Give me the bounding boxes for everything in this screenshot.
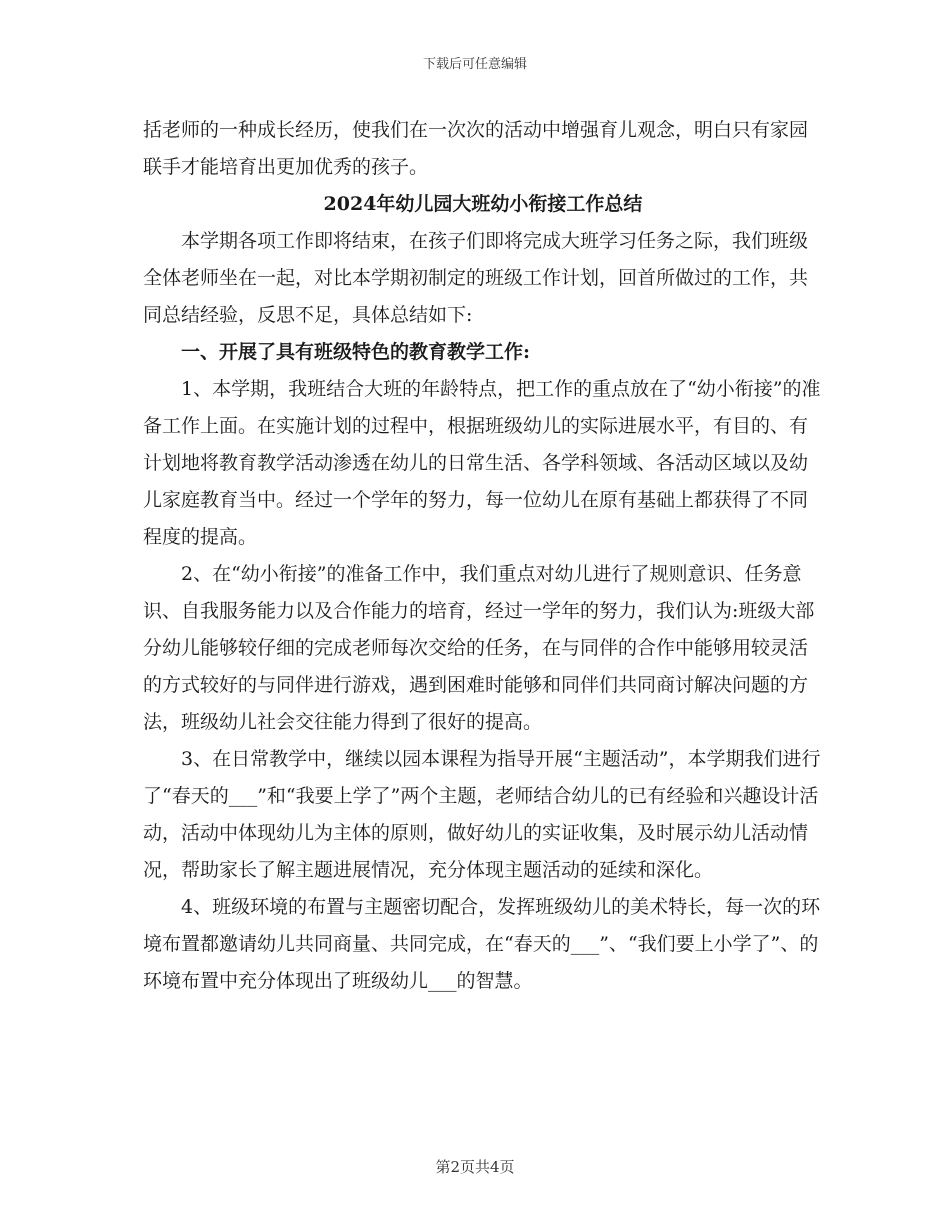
paragraph-item-1: 1、本学期，我班结合大班的年龄特点，把工作的重点放在了“幼小衔接”的准备工作上面。在实施计划的过程中，根据班级幼儿的实际进展水平，有目的、有计划地将教育教学活动渗透在幼儿的日常生活、各学科领域、各活动区域以及幼儿家庭教育当中。经过一个学年的努力，每一位幼儿在原有基础上都获得了不同程度的提高。 xyxy=(143,378,821,548)
document-title: 2024年幼儿园大班幼小衔接工作总结 xyxy=(323,193,643,215)
intro-paragraph: 本学期各项工作即将结束，在孩子们即将完成大班学习任务之际，我们班级全体老师坐在一起，对比本学期初制定的班级工作计划，回首所做过的工作，共同总结经验，反思不足，具体总结如下: xyxy=(143,230,809,326)
paragraph-item-4: 4、班级环境的布置与主题密切配合，发挥班级幼儿的美术特长，每一次的环境布置都邀请幼儿共同商量、共同完成，在“春天的___”、“我们要上小学了”、的环境布置中充分体现出了班级幼儿___的智慧。 xyxy=(143,896,821,992)
page-header: 下载后可任意编辑 xyxy=(422,57,527,72)
section-heading: 一、开展了具有班级特色的教育教学工作: xyxy=(181,341,531,363)
page-number: 第2页共4页 xyxy=(435,1158,515,1176)
continuation-paragraph: 括老师的一种成长经历，使我们在一次次的活动中增强育儿观念，明白只有家园联手才能培育出更加优秀的孩子。 xyxy=(143,119,809,178)
document-body xyxy=(143,112,823,1000)
paragraph-item-2: 2、在“幼小衔接”的准备工作中，我们重点对幼儿进行了规则意识、任务意识、自我服务能力以及合作能力的培育，经过一学年的努力，我们认为:班级大部分幼儿能够较仔细的完成老师每次交给的任务，在与同伴的合作中能够用较灵活的方式较好的与同伴进行游戏，遇到困难时能够和同伴们共同商讨解决问题的方法，班级幼儿社会交往能力得到了很好的提高。 xyxy=(143,563,815,733)
paragraph-item-3: 3、在日常教学中，继续以园本课程为指导开展“主题活动”，本学期我们进行了“春天的___”和“我要上学了”两个主题，老师结合幼儿的已有经验和兴趣设计活动，活动中体现幼儿为主体的原则，做好幼儿的实证收集，及时展示幼儿活动情况，帮助家长了解主题进展情况，充分体现主题活动的延续和深化。 xyxy=(143,748,821,881)
